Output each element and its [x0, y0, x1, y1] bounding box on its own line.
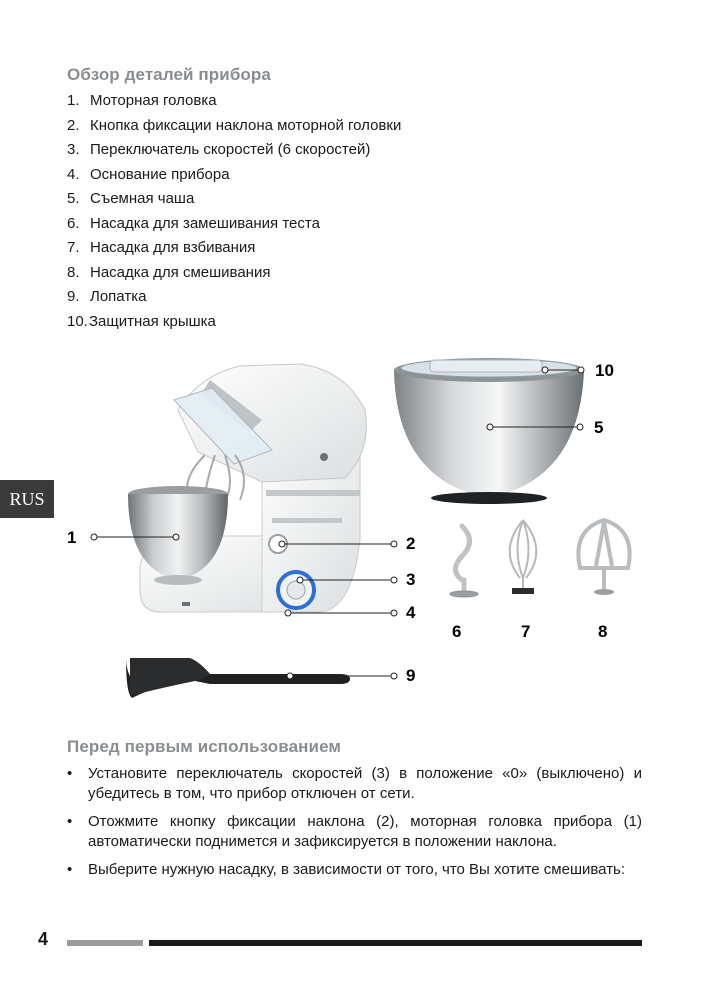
spatula-illustration: [126, 658, 350, 698]
callout-10: 10: [595, 361, 614, 380]
dough-hook-illustration: [450, 526, 478, 597]
callout-2: 2: [406, 534, 416, 553]
appliance-diagram: [0, 340, 709, 720]
before-use-heading: Перед первым использованием: [67, 737, 342, 756]
callout-7: 7: [521, 622, 531, 641]
callout-9: 9: [406, 666, 416, 685]
list-item: 2. Кнопка фиксации наклона моторной головки: [67, 116, 402, 134]
list-item: 8. Насадка для смешивания: [67, 263, 271, 281]
stand-mixer: [128, 364, 366, 612]
footer-rule-grey: [67, 940, 143, 946]
whisk-illustration: [510, 520, 537, 594]
callout-6: 6: [452, 622, 462, 641]
list-item: • Установите переключатель скоростей (3) в положение «0» (выключено) и убедитесь в том, что прибор отключен от сети.: [67, 764, 642, 804]
list-item: 9. Лопатка: [67, 288, 147, 305]
instruction-list: [67, 764, 642, 888]
list-item: • Отожмите кнопку фиксации наклона (2), моторная головка прибора (1) автоматически поднимется и зафиксируется в положении наклона.: [67, 812, 642, 852]
brand-logo-icon: [320, 453, 328, 461]
list-item: 4. Основание прибора: [67, 165, 230, 183]
parts-list: [67, 89, 401, 334]
list-item: 1. Моторная головка: [67, 92, 217, 109]
callout-8: 8: [598, 622, 608, 641]
footer-rule-black: [149, 940, 642, 946]
beater-illustration: [578, 520, 629, 595]
list-item: • Выберите нужную насадку, в зависимости от того, что Вы хотите смешивать:: [67, 860, 642, 880]
page-number: 4: [38, 929, 49, 949]
callout-5: 5: [594, 418, 604, 437]
list-item: 10.Защитная крышка: [67, 312, 216, 330]
list-item: 3. Переключатель скоростей (6 скоростей): [67, 141, 371, 158]
list-item: 5. Съемная чаша: [67, 190, 195, 207]
callout-3: 3: [406, 570, 416, 589]
overview-heading: Обзор деталей прибора: [67, 65, 271, 84]
callout-1: 1: [67, 528, 77, 547]
language-tab: RUS: [0, 480, 54, 518]
list-item: 6. Насадка для замешивания теста: [67, 214, 320, 232]
callout-4: 4: [406, 603, 416, 622]
list-item: 7. Насадка для взбивания: [67, 239, 256, 256]
bowl-with-lid: [394, 358, 584, 504]
